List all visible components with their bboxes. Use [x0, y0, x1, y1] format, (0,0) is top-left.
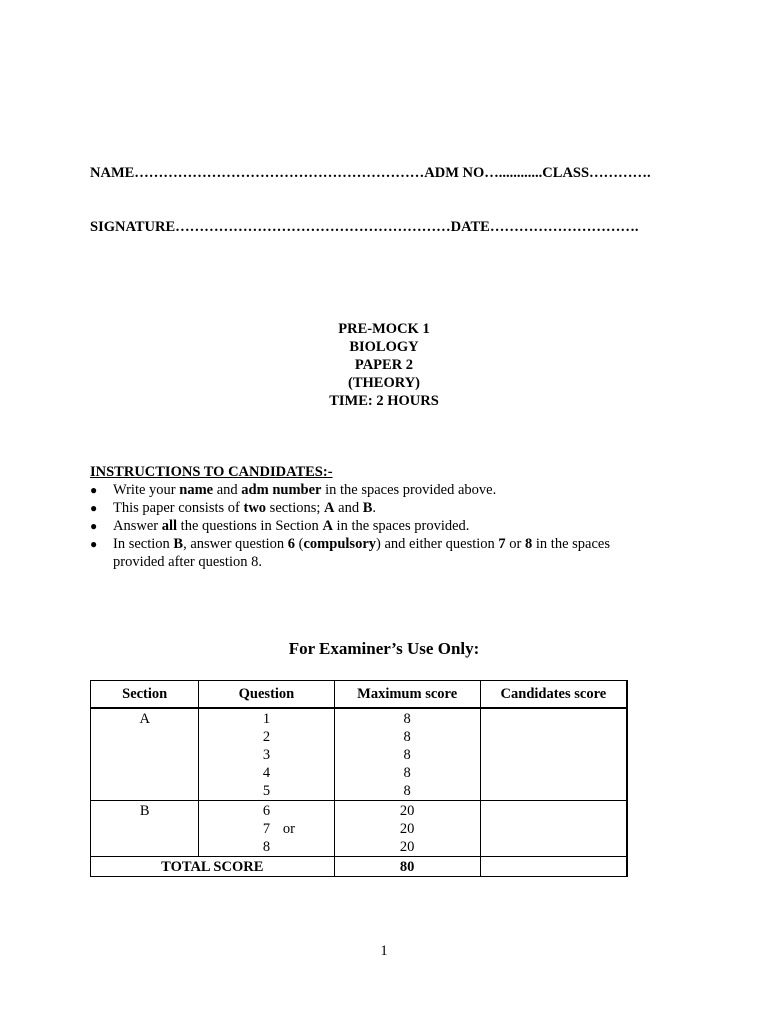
section-cell: B — [91, 801, 199, 857]
instruction-text-run: ) and either question — [376, 536, 499, 552]
instruction-text-run: name — [179, 482, 214, 498]
question-number — [262, 820, 295, 838]
question-number — [263, 728, 270, 746]
instruction-text-run: In section — [113, 536, 174, 552]
instruction-text-run: in the spaces provided after question 8. — [113, 536, 610, 570]
total-score-label: TOTAL SCORE — [91, 857, 335, 877]
title-line-subject: BIOLOGY — [349, 339, 419, 355]
total-candidate-score-cell[interactable] — [480, 857, 627, 877]
instruction-item — [90, 535, 650, 571]
title-line-type: (THEORY) — [348, 375, 420, 391]
question-number — [263, 710, 270, 728]
question-cell — [199, 708, 334, 801]
instruction-text-run: all — [161, 518, 178, 534]
question-number — [263, 802, 270, 820]
instruction-text-run: two — [243, 500, 267, 516]
question-number-text: 3 — [262, 747, 271, 763]
title-line-time: TIME: 2 HOURS — [329, 393, 439, 409]
score-table-header-row — [91, 681, 628, 709]
maximum-score-value: 20 — [399, 839, 415, 855]
instruction-text-run: 7 — [498, 536, 506, 552]
candidate-score-cell[interactable] — [480, 801, 627, 857]
signature-date-line: SIGNATURE…………………………………………………DATE…………………………. — [90, 219, 639, 235]
or-label: or — [282, 821, 295, 837]
instruction-text-run: Write your — [113, 482, 180, 498]
question-number-text: 1 — [262, 711, 271, 727]
question-cell — [199, 801, 334, 857]
instruction-item — [90, 481, 650, 499]
title-line-exam: PRE-MOCK 1 — [338, 321, 430, 337]
maximum-score-cell — [334, 708, 480, 801]
bullet-icon: ● — [90, 501, 98, 515]
section-cell: A — [91, 708, 199, 801]
instruction-text-run: and — [213, 482, 242, 498]
instruction-text-run: and — [334, 500, 363, 516]
maximum-score-value: 8 — [403, 729, 411, 745]
instruction-text-run: compulsory — [303, 536, 376, 552]
question-number-text: 7 — [262, 821, 271, 837]
question-number — [263, 838, 270, 856]
title-line-paper: PAPER 2 — [354, 357, 414, 373]
question-number-text: 5 — [262, 783, 271, 799]
instruction-text-run: A — [322, 518, 333, 534]
instruction-text-run: sections; — [266, 500, 325, 516]
maximum-score-value: 20 — [399, 821, 415, 837]
page-number: 1 — [380, 943, 388, 959]
question-number — [263, 782, 270, 800]
score-table-row — [91, 708, 628, 801]
instruction-text-run: adm number — [241, 482, 322, 498]
instructions-section — [90, 463, 650, 571]
instructions-heading: INSTRUCTIONS TO CANDIDATES:- — [90, 464, 333, 480]
instruction-text-run: Answer — [113, 518, 162, 534]
bullet-icon: ● — [90, 537, 98, 551]
instruction-text-run: in the spaces provided. — [332, 518, 470, 534]
question-number — [263, 764, 270, 782]
candidate-score-cell[interactable] — [480, 708, 627, 801]
instruction-item — [90, 517, 650, 535]
instruction-text-run: 6 — [287, 536, 296, 552]
maximum-score-value: 8 — [403, 747, 411, 763]
column-header-candidates-score: Candidates score — [480, 681, 627, 709]
column-header-section: Section — [91, 681, 199, 709]
instruction-text-run: , answer question — [183, 536, 288, 552]
question-number-text: 4 — [262, 765, 271, 781]
name-adm-class-line: NAME……………………………………………………ADM NO…............CLASS…………. — [90, 165, 651, 181]
paper-title-block — [0, 320, 768, 410]
maximum-score-value: 20 — [399, 803, 415, 819]
examiner-heading: For Examiner’s Use Only: — [288, 639, 480, 658]
instruction-text-run: 8 — [525, 536, 533, 552]
instruction-text-run: . — [372, 500, 377, 516]
instruction-text-run: This paper consists of — [113, 500, 244, 516]
question-number — [263, 746, 270, 764]
instruction-text-run: B — [173, 536, 184, 552]
instruction-text-run: or — [505, 536, 526, 552]
question-number-text: 2 — [262, 729, 271, 745]
question-number-text: 6 — [262, 803, 271, 819]
maximum-score-cell — [334, 801, 480, 857]
instruction-text-run: B — [362, 500, 373, 516]
score-table-row — [91, 801, 628, 857]
bullet-icon: ● — [90, 519, 98, 533]
column-header-question: Question — [199, 681, 334, 709]
question-number-text: 8 — [262, 839, 271, 855]
instruction-text-run: in the spaces provided above. — [321, 482, 497, 498]
instruction-text-run: the questions in Section — [177, 518, 323, 534]
instruction-item — [90, 499, 650, 517]
examiner-score-table — [90, 680, 628, 877]
total-score-row — [91, 857, 628, 877]
bullet-icon: ● — [90, 483, 98, 497]
instruction-text-run: ( — [295, 536, 304, 552]
total-score-value: 80 — [334, 857, 480, 877]
maximum-score-value: 8 — [403, 783, 411, 799]
column-header-maximum-score: Maximum score — [334, 681, 480, 709]
maximum-score-value: 8 — [403, 765, 411, 781]
instruction-text-run: A — [324, 500, 335, 516]
instructions-list — [90, 481, 650, 571]
maximum-score-value: 8 — [403, 711, 411, 727]
